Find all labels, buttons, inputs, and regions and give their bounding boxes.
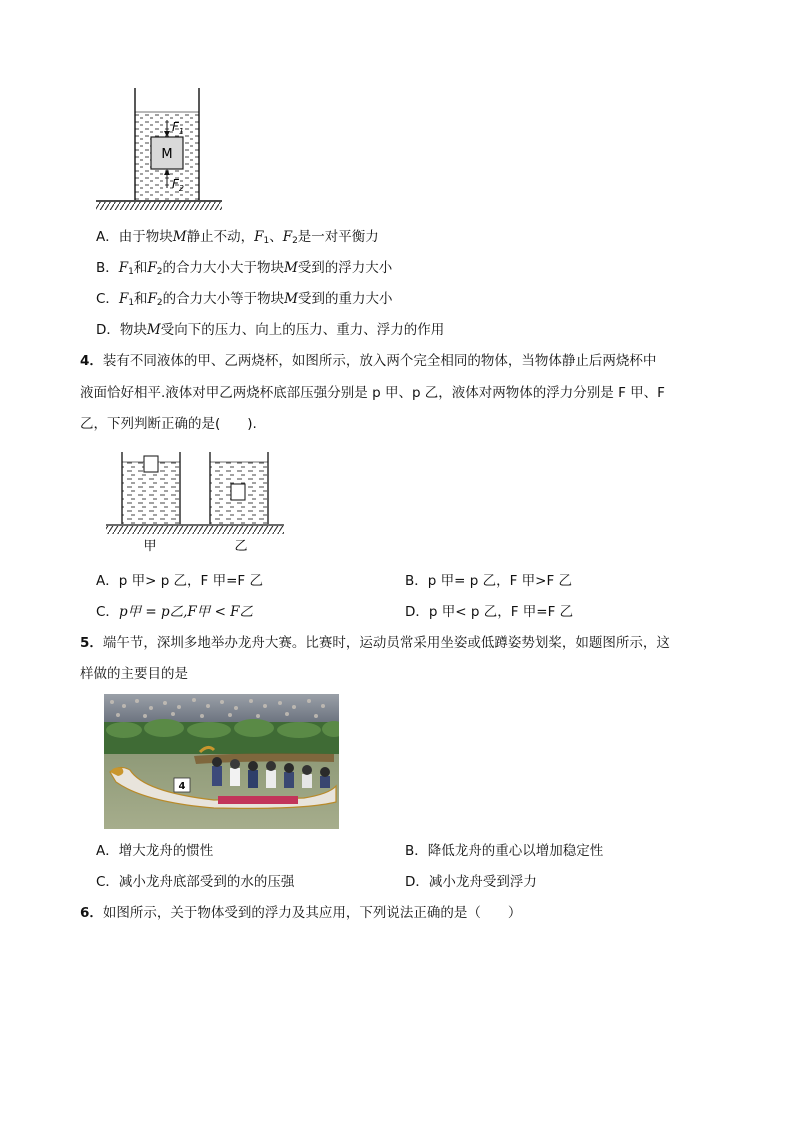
beaker-label-jia: 甲 [143, 539, 157, 554]
q3-option-a[interactable]: A．由于物块M静止不动，$F_1$、$F_2$是一对平衡力 [96, 229, 379, 246]
q4-option-a[interactable]: A．p 甲> p 乙，F 甲=F 乙 [96, 573, 263, 589]
block-label: M [161, 147, 173, 162]
q6-stem-line1: 6．如图所示，关于物体受到的浮力及其应用，下列说法正确的是（ ） [80, 905, 522, 921]
q3-option-d[interactable]: D．物块M受向下的压力、向上的压力、重力、浮力的作用 [96, 322, 445, 338]
q5-option-c[interactable]: C．减小龙舟底部受到的水的压强 [96, 874, 295, 890]
q5-stem-line2: 样做的主要目的是 [80, 666, 188, 682]
q5-stem-line1: 5．端午节，深圳多地举办龙舟大赛。比赛时，运动员常采用坐姿或低蹲姿势划桨，如题图所示，这 [80, 635, 670, 651]
q5-option-b[interactable]: B．降低龙舟的重心以增加稳定性 [405, 843, 604, 859]
boat-number: 4 [178, 781, 186, 792]
q4-option-d[interactable]: D．p 甲< p 乙，F 甲=F 乙 [405, 604, 574, 620]
q5-option-a[interactable]: A．增大龙舟的惯性 [96, 843, 214, 859]
dragon-boat-photo [104, 694, 339, 829]
q5-option-d[interactable]: D．减小龙舟受到浮力 [405, 874, 537, 890]
q3-option-c[interactable]: C．$F_1$和$F_2$的合力大小等于物块M受到的重力大小 [96, 291, 393, 308]
q4-option-b[interactable]: B．p 甲= p 乙，F 甲>F 乙 [405, 573, 573, 589]
figure-two-beakers [104, 444, 290, 556]
q4-stem-line2: 液面恰好相平.液体对甲乙两烧杯底部压强分别是 p 甲、p 乙，液体对两物体的浮力分别是 F 甲、F [80, 385, 665, 401]
q4-stem-line3: 乙，下列判断正确的是( ). [80, 416, 257, 432]
figure-block-in-liquid [94, 84, 224, 214]
q4-stem-line1: 4．装有不同液体的甲、乙两烧杯，如图所示，放入两个完全相同的物体，当物体静止后两烧杯中 [80, 353, 657, 369]
force-f1-label: $F_1$ [172, 120, 184, 136]
force-f2-label: $F_2$ [172, 177, 184, 193]
beaker-label-yi: 乙 [234, 539, 248, 554]
q4-option-c[interactable]: C．p甲 = p乙,F甲 < F乙 [96, 604, 254, 620]
q3-option-b[interactable]: B．$F_1$和$F_2$的合力大小大于物块M受到的浮力大小 [96, 260, 393, 277]
